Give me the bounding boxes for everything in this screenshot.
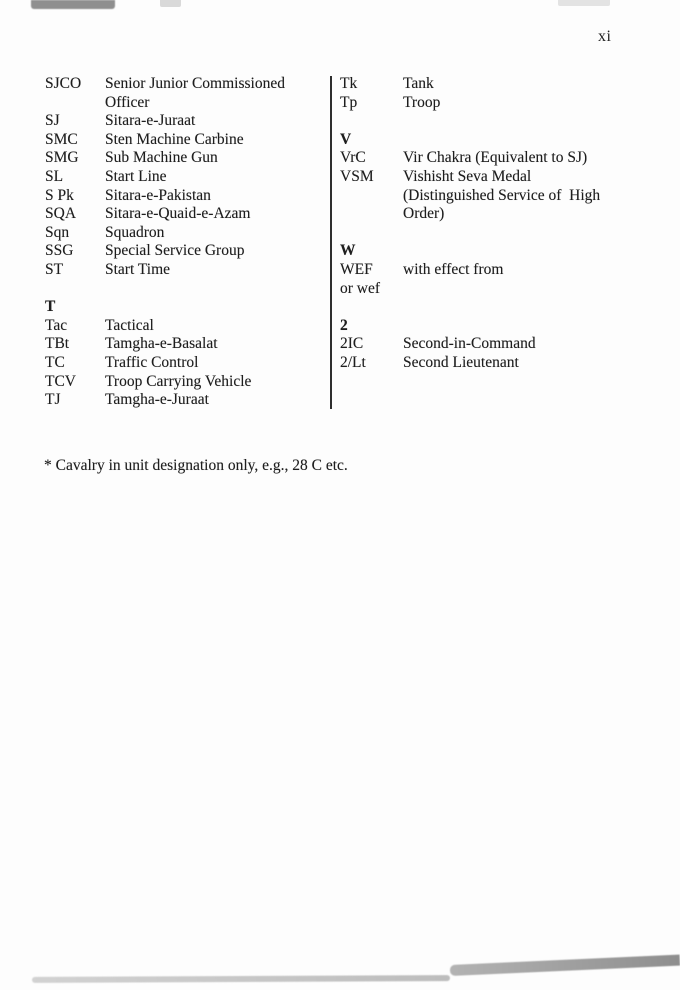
definition-label: Sitara-e-Quaid-e-Azam bbox=[105, 205, 251, 223]
definition-label: Senior Junior Commissioned bbox=[105, 75, 285, 92]
definition-label: Start Line bbox=[105, 167, 167, 185]
glossary-row bbox=[45, 149, 335, 168]
abbreviation-label: or wef bbox=[340, 279, 381, 297]
definition-label: Special Service Group bbox=[105, 242, 245, 260]
glossary-row bbox=[340, 261, 650, 280]
abbreviation-label: SJ bbox=[45, 112, 60, 130]
abbreviation-label: Sqn bbox=[45, 223, 70, 241]
glossary-column-right bbox=[340, 75, 650, 373]
section-header-row bbox=[340, 242, 650, 261]
scan-artifact-top-left bbox=[31, 0, 115, 9]
section-header-row bbox=[340, 131, 650, 150]
abbreviation-label: SSG bbox=[45, 242, 74, 260]
abbreviation-label: W bbox=[340, 242, 356, 260]
definition-label: Sitara-e-Pakistan bbox=[105, 186, 211, 204]
glossary-row bbox=[45, 75, 335, 94]
glossary-row bbox=[340, 354, 650, 373]
abbreviation-label: S Pk bbox=[45, 186, 74, 204]
glossary-column-left bbox=[45, 75, 335, 410]
abbreviation-label: WEF bbox=[340, 260, 373, 278]
abbreviation-label: SMG bbox=[45, 149, 79, 167]
glossary-row bbox=[45, 205, 335, 224]
glossary-row bbox=[45, 242, 335, 261]
column-divider bbox=[330, 76, 332, 409]
glossary-row bbox=[45, 335, 335, 354]
abbreviation-label: V bbox=[340, 130, 352, 148]
glossary-row bbox=[45, 354, 335, 373]
glossary-row bbox=[45, 94, 335, 113]
glossary-row bbox=[45, 112, 335, 131]
section-header-row bbox=[340, 317, 650, 336]
abbreviation-label: TBt bbox=[45, 335, 70, 353]
definition-label: Squadron bbox=[105, 223, 165, 241]
scan-artifact-bottom-right bbox=[450, 955, 680, 976]
definition-label: Order) bbox=[403, 205, 445, 223]
abbreviation-label: SL bbox=[45, 167, 64, 185]
scan-artifact-bottom-left bbox=[32, 975, 450, 983]
definition-label: Troop bbox=[403, 93, 441, 111]
glossary-row bbox=[340, 187, 650, 206]
definition-label: Traffic Control bbox=[105, 353, 199, 371]
definition-label: Sitara-e-Juraat bbox=[105, 112, 196, 130]
glossary-row bbox=[340, 280, 650, 299]
definition-label: with effect from bbox=[403, 260, 504, 278]
definition-label: (Distinguished Service of High bbox=[403, 186, 601, 204]
glossary-row bbox=[45, 131, 335, 150]
definition-label: Second-in-Command bbox=[403, 335, 536, 353]
abbreviation-label: 2 bbox=[340, 316, 348, 334]
definition-label: Tank bbox=[403, 75, 434, 92]
glossary-row bbox=[45, 261, 335, 280]
definition-label: Tamgha-e-Juraat bbox=[105, 391, 209, 409]
definition-label: Sub Machine Gun bbox=[105, 149, 218, 167]
abbreviation-label: TCV bbox=[45, 372, 76, 390]
abbreviation-label bbox=[45, 94, 105, 113]
section-header-row bbox=[45, 298, 335, 317]
abbreviation-label: T bbox=[45, 298, 56, 316]
abbreviation-label: Tac bbox=[45, 316, 68, 334]
definition-label: Tamgha-e-Basalat bbox=[105, 335, 218, 353]
abbreviation-label: TC bbox=[45, 353, 65, 371]
glossary-row bbox=[45, 317, 335, 336]
scan-artifact-top-right bbox=[558, 0, 610, 6]
abbreviation-label bbox=[340, 187, 403, 206]
page-number: xi bbox=[598, 28, 612, 45]
definition-label: Second Lieutenant bbox=[403, 353, 519, 371]
abbreviation-label: SMC bbox=[45, 130, 78, 148]
abbreviation-label: VrC bbox=[340, 149, 366, 167]
definition-label: Sten Machine Carbine bbox=[105, 130, 244, 148]
definition-label: Vishisht Seva Medal bbox=[403, 167, 532, 185]
glossary-row bbox=[340, 205, 650, 224]
glossary-row bbox=[340, 75, 650, 94]
glossary-row bbox=[340, 168, 650, 187]
abbreviation-label bbox=[340, 205, 403, 224]
footnote: * Cavalry in unit designation only, e.g., 28 C etc. bbox=[44, 457, 348, 474]
abbreviation-label: ST bbox=[45, 260, 64, 278]
abbreviation-label: Tp bbox=[340, 93, 358, 111]
definition-label: Troop Carrying Vehicle bbox=[105, 372, 252, 390]
abbreviation-label: SJCO bbox=[45, 75, 82, 92]
abbreviation-label: 2IC bbox=[340, 335, 364, 353]
abbreviation-label: 2/Lt bbox=[340, 353, 366, 371]
abbreviation-label: VSM bbox=[340, 167, 374, 185]
glossary-row bbox=[45, 224, 335, 243]
abbreviation-label: Tk bbox=[340, 75, 358, 92]
definition-label: Vir Chakra (Equivalent to SJ) bbox=[403, 149, 588, 167]
glossary-row bbox=[340, 149, 650, 168]
glossary-row bbox=[45, 373, 335, 392]
abbreviation-label: TJ bbox=[45, 391, 61, 409]
glossary-row bbox=[45, 391, 335, 410]
definition-label: Tactical bbox=[105, 316, 154, 334]
definition-label: Officer bbox=[105, 93, 150, 111]
scan-artifact-top-mid bbox=[160, 0, 181, 7]
abbreviation-label: SQA bbox=[45, 205, 77, 223]
glossary-row bbox=[340, 94, 650, 113]
definition-label: Start Time bbox=[105, 260, 171, 278]
glossary-row bbox=[45, 187, 335, 206]
glossary-row bbox=[340, 335, 650, 354]
glossary-row bbox=[45, 168, 335, 187]
